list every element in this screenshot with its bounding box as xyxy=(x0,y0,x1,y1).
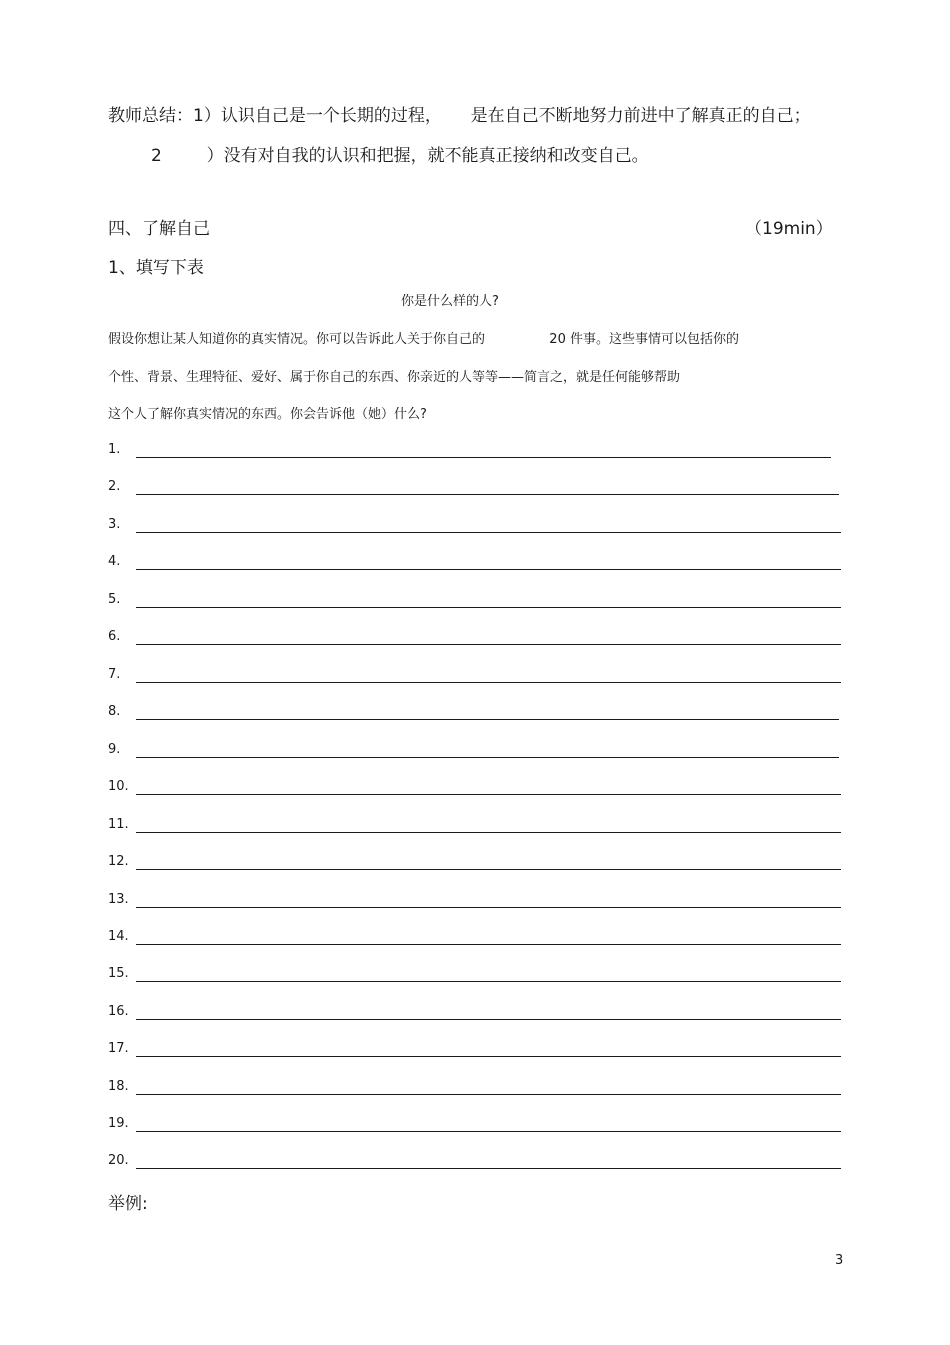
summary-line-2 xyxy=(151,141,649,166)
section-duration: （19min） xyxy=(745,219,833,239)
answer-line-number: 5. xyxy=(108,592,121,607)
answer-line-number: 9. xyxy=(108,742,121,757)
answer-blank[interactable] xyxy=(136,794,841,795)
answer-line-number: 19. xyxy=(108,1116,129,1131)
answer-blank[interactable] xyxy=(136,1094,841,1095)
answer-line-number: 10. xyxy=(108,779,129,794)
answer-blank[interactable] xyxy=(136,869,841,870)
example-label: 举例: xyxy=(108,1194,148,1214)
step-heading: 1、填写下表 xyxy=(108,258,204,278)
answer-blank[interactable] xyxy=(136,1056,841,1057)
summary-line-1 xyxy=(108,101,811,126)
answer-blank[interactable] xyxy=(136,757,839,758)
section-heading: 四、了解自己 xyxy=(108,219,210,239)
answer-blank[interactable] xyxy=(136,532,841,533)
form-title: 你是什么样的人? xyxy=(401,294,499,309)
answer-line-number: 20. xyxy=(108,1153,129,1168)
answer-line-number: 15. xyxy=(108,966,129,981)
answer-line-number: 17. xyxy=(108,1041,129,1056)
instructions-line-2: 个性、背景、生理特征、爱好、属于你自己的东西、你亲近的人等等——简言之，就是任何能够帮助 xyxy=(108,370,681,385)
answer-line-number: 18. xyxy=(108,1079,129,1094)
answer-blank[interactable] xyxy=(136,644,841,645)
summary-line-1-part-a: 教师总结：1）认识自己是一个长期的过程， xyxy=(108,106,442,126)
answer-line-number: 8. xyxy=(108,704,121,719)
instructions-line-3: 这个人了解你真实情况的东西。你会告诉他（她）什么? xyxy=(108,407,427,422)
summary-line-2-number: 2 xyxy=(151,146,162,166)
answer-blank[interactable] xyxy=(136,457,831,458)
answer-blank[interactable] xyxy=(136,907,841,908)
answer-line-number: 12. xyxy=(108,854,129,869)
answer-blank[interactable] xyxy=(136,1019,841,1020)
page-number: 3 xyxy=(835,1253,844,1268)
answer-line-number: 16. xyxy=(108,1004,129,1019)
answer-line-number: 1. xyxy=(108,442,121,457)
answer-blank[interactable] xyxy=(136,944,841,945)
answer-blank[interactable] xyxy=(136,682,841,683)
answer-line-number: 4. xyxy=(108,554,121,569)
answer-blank[interactable] xyxy=(136,1131,841,1132)
answer-line-number: 6. xyxy=(108,629,121,644)
summary-line-1-part-b: 是在自己不断地努力前进中了解真正的自己； xyxy=(470,106,811,126)
instructions-line-1 xyxy=(108,328,739,347)
summary-line-2-text: ）没有对自我的认识和把握，就不能真正接纳和改变自己。 xyxy=(206,146,649,166)
answer-blank[interactable] xyxy=(136,981,841,982)
answer-line-number: 14. xyxy=(108,929,129,944)
answer-blank[interactable] xyxy=(136,1168,841,1169)
instructions-line-1-part-b: 20 件事。这些事情可以包括你的 xyxy=(549,332,739,347)
answer-blank[interactable] xyxy=(136,569,841,570)
answer-line-number: 13. xyxy=(108,892,129,907)
answer-line-number: 2. xyxy=(108,479,121,494)
answer-line-number: 11. xyxy=(108,817,129,832)
answer-line-number: 7. xyxy=(108,667,121,682)
answer-blank[interactable] xyxy=(136,719,839,720)
instructions-line-1-part-a: 假设你想让某人知道你的真实情况。你可以告诉此人关于你自己的 xyxy=(108,332,486,347)
answer-line-number: 3. xyxy=(108,517,121,532)
answer-blank[interactable] xyxy=(136,494,839,495)
answer-blank[interactable] xyxy=(136,832,841,833)
answer-blank[interactable] xyxy=(136,607,841,608)
